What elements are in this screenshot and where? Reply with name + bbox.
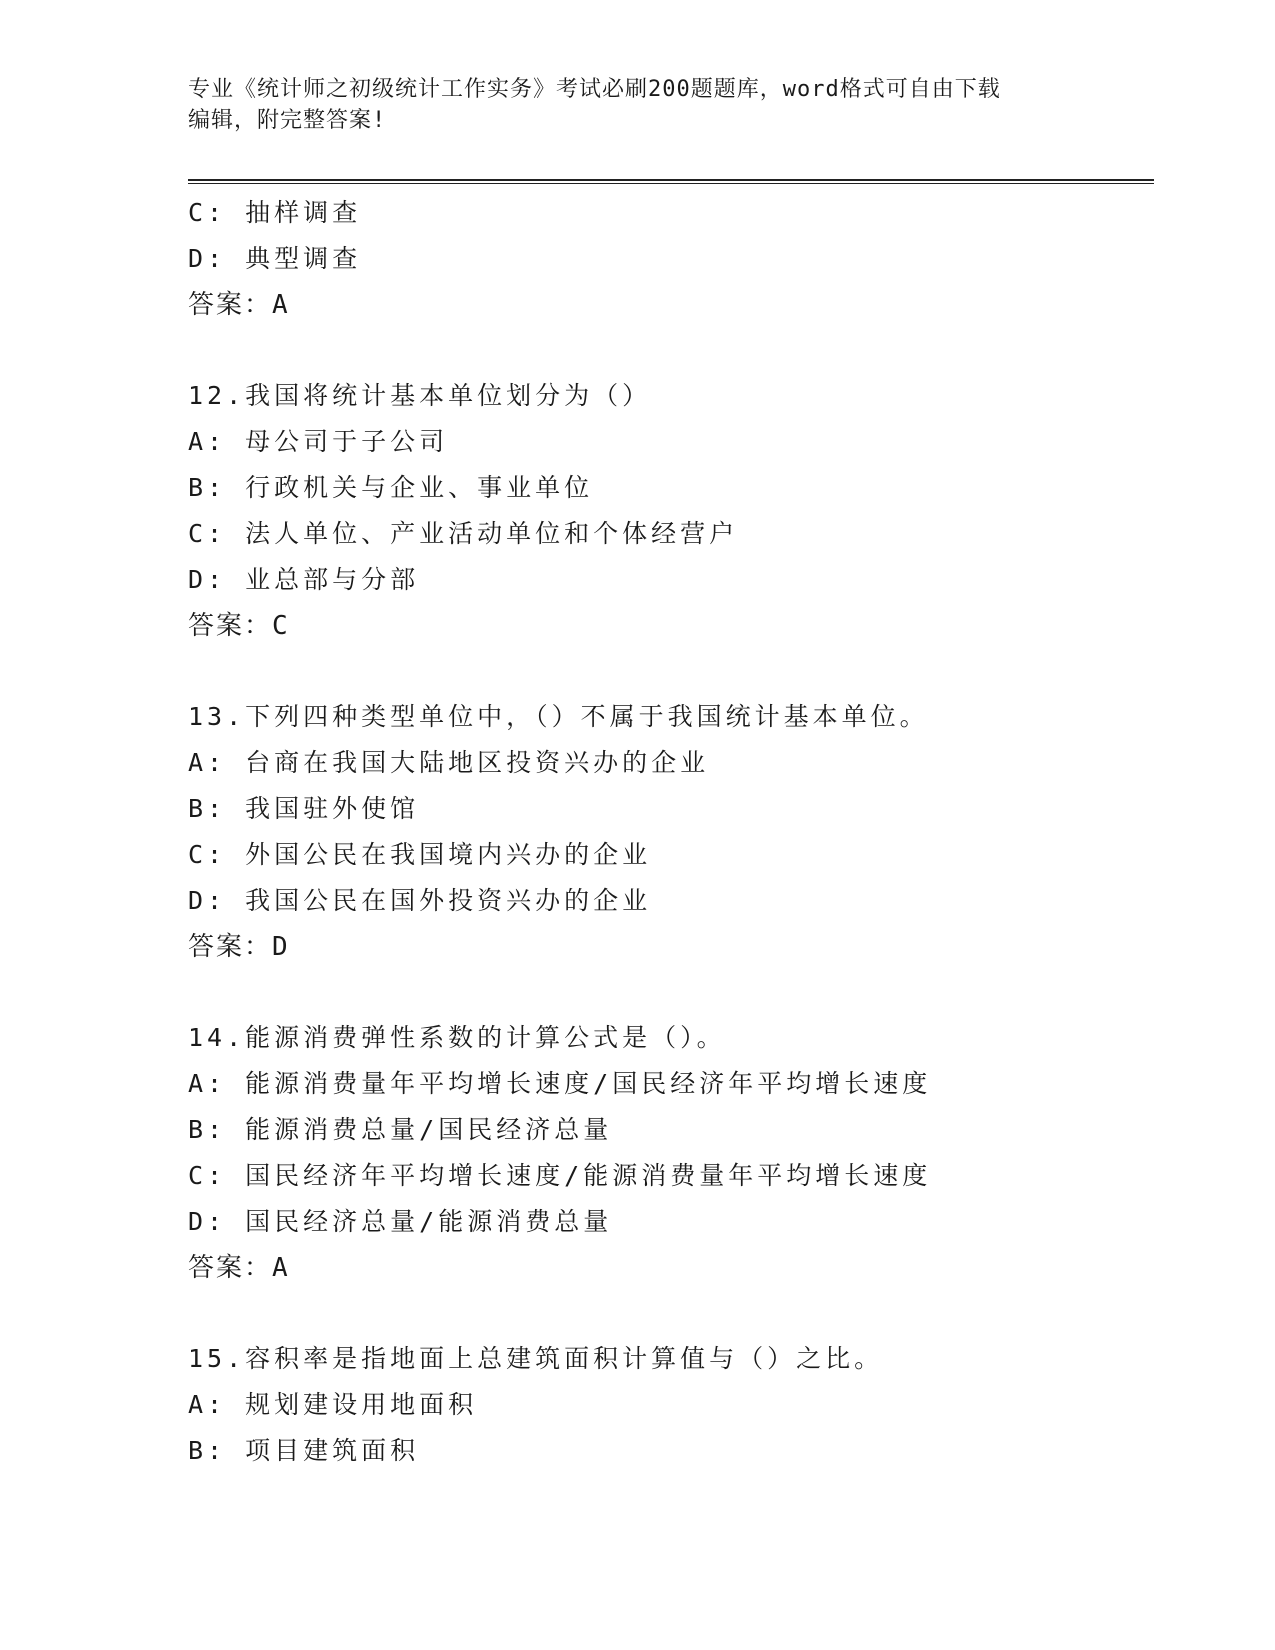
option-b: B: 我国驻外使馆 [188,794,420,823]
header-title-line-1: 专业《统计师之初级统计工作实务》考试必刷200题题库，word格式可自由下载 [188,77,1001,102]
question-list [188,190,1148,1474]
option-c: C: 法人单位、产业活动单位和个体经营户 [188,519,739,548]
option-b: B: 行政机关与企业、事业单位 [188,473,594,502]
question-stem: 12.我国将统计基本单位划分为（） [188,381,652,410]
option-c: C: 国民经济年平均增长速度/能源消费量年平均增长速度 [188,1161,932,1190]
option-d: D: 我国公民在国外投资兴办的企业 [188,886,652,915]
option-c: C: 外国公民在我国境内兴办的企业 [188,840,652,869]
answer-label: 答案：D [188,932,290,962]
option-b: B: 能源消费总量/国民经济总量 [188,1115,613,1144]
question-14 [188,1015,1148,1291]
header-divider-thick [188,179,1154,181]
option-d: D: 国民经济总量/能源消费总量 [188,1207,613,1236]
option-a: A: 规划建设用地面积 [188,1390,478,1419]
option-a: A: 台商在我国大陆地区投资兴办的企业 [188,748,710,777]
option-a: A: 能源消费量年平均增长速度/国民经济年平均增长速度 [188,1069,932,1098]
header-divider-thin [188,183,1154,184]
question-stem: 13.下列四种类型单位中，（）不属于我国统计基本单位。 [188,702,929,731]
option-b: B: 项目建筑面积 [188,1436,420,1465]
answer-label: 答案：A [188,290,290,320]
option-c: C: 抽样调查 [188,198,362,227]
question-12 [188,373,1148,649]
question-fragment-11 [188,190,1148,328]
option-a: A: 母公司于子公司 [188,427,449,456]
header-title-line-2: 编辑，附完整答案! [188,108,387,133]
question-stem: 15.容积率是指地面上总建筑面积计算值与（）之比。 [188,1344,884,1373]
question-15 [188,1336,1148,1474]
answer-label: 答案：A [188,1253,290,1283]
question-13 [188,694,1148,970]
question-stem: 14.能源消费弹性系数的计算公式是（）。 [188,1023,726,1052]
document-header [188,74,1088,136]
option-d: D: 业总部与分部 [188,565,420,594]
option-d: D: 典型调查 [188,244,362,273]
answer-label: 答案：C [188,611,290,641]
